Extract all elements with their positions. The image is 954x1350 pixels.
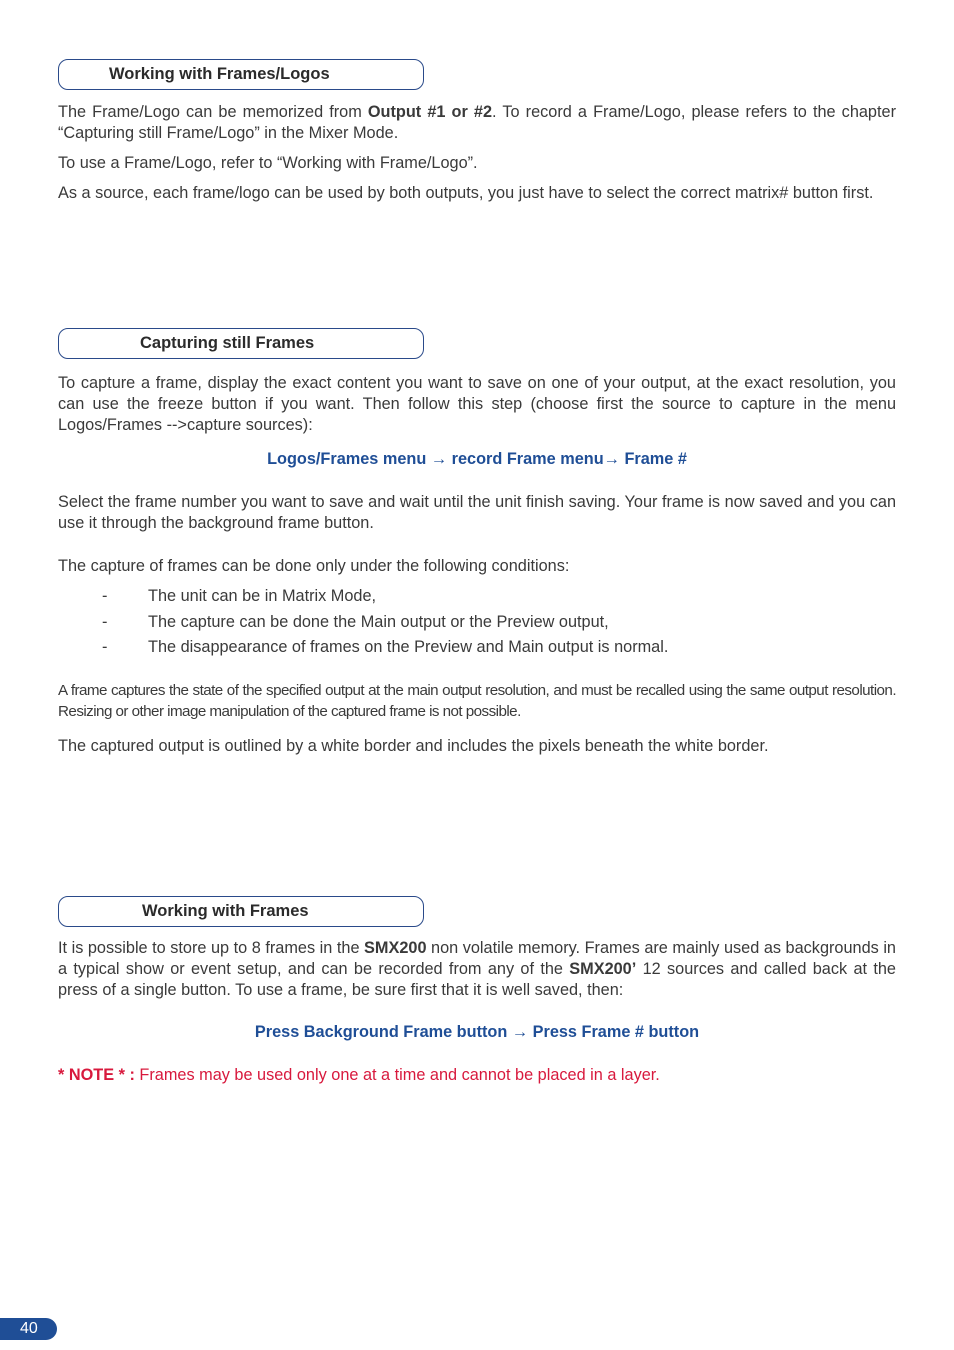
note-text: Frames may be used only one at a time and cannot be placed in a layer.: [134, 1066, 660, 1084]
menu-path: Press Background Frame button → Press Frame # button: [254, 1023, 700, 1041]
list-item-text: The unit can be in Matrix Mode,: [148, 587, 377, 605]
bold-text: SMX200’: [569, 960, 637, 978]
bullet-dash: -: [102, 587, 108, 605]
list-item-text: The capture can be done the Main output or the Preview output,: [148, 613, 609, 631]
bold-text: SMX200: [364, 939, 427, 957]
section-heading-capturing: [58, 328, 424, 359]
bullet-dash: -: [102, 613, 108, 631]
paragraph: To use a Frame/Logo, refer to “Working with Frame/Logo”.: [58, 154, 478, 172]
section-heading-text: Working with Frames/Logos: [109, 65, 330, 83]
section-heading-working-frames: [58, 896, 424, 927]
text-run: non volatile memory. Frames are mainly used as backgrounds in a typical show or event setup, and can be recorded from any of the: [58, 939, 896, 978]
paragraph: To capture a frame, display the exact content you want to save on one of your output, at the exact resolution, you can use the freeze button if you want. Then follow this step (choose first the source to capture in the menu Logos/Frames -->capture sources):: [58, 374, 896, 434]
text-run: 12 sources and called back at the press of a single button. To use a frame, be sure first that it is well saved, then:: [58, 960, 896, 999]
paragraph: The captured output is outlined by a white border and includes the pixels beneath the white border.: [58, 737, 769, 755]
bullet-dash: -: [102, 638, 108, 656]
bold-text: Output #1 or #2: [367, 103, 493, 121]
list-item-text: The disappearance of frames on the Preview and Main output is normal.: [148, 638, 669, 656]
section-heading-text: Working with Frames: [142, 902, 309, 920]
page-number: 40: [0, 1318, 57, 1340]
note-label: * NOTE * :: [58, 1066, 135, 1084]
note: [58, 1065, 896, 1086]
paragraph: Select the frame number you want to save and wait until the unit finish saving. Your frame is now saved and you can use it through the background frame button.: [58, 493, 896, 532]
section-heading-text: Capturing still Frames: [140, 334, 315, 352]
paragraph: The capture of frames can be done only under the following conditions:: [58, 557, 570, 575]
list-item: [102, 637, 668, 658]
text-run: It is possible to store up to 8 frames in the: [58, 939, 365, 957]
text-run: . To record a Frame/Logo, please refers to the chapter “Capturing still Frame/Logo” in the Mixer Mode.: [58, 103, 896, 142]
list-item: [102, 612, 609, 633]
paragraph: As a source, each frame/logo can be used by both outputs, you just have to select the correct matrix# button first.: [58, 184, 874, 202]
paragraph: [58, 938, 896, 1001]
section-heading-frames-logos: [58, 59, 424, 90]
list-item: [102, 586, 376, 607]
paragraph: [58, 102, 896, 144]
text-run: The Frame/Logo can be memorized from: [58, 103, 368, 121]
menu-path: Logos/Frames menu → record Frame menu→ Frame #: [267, 450, 687, 468]
paragraph: A frame captures the state of the specified output at the main output resolution, and must be recalled using the same output resolution. Resizing or other image manipulation of the captured frame is not possible.: [58, 682, 896, 720]
